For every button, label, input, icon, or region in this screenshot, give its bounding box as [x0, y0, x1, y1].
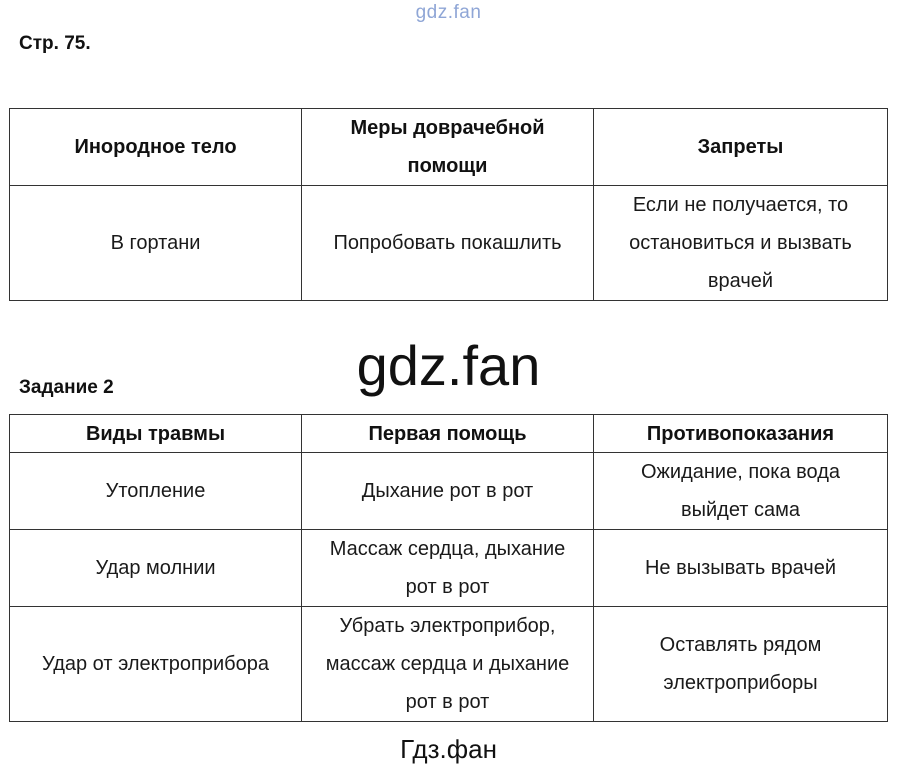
table-cell: Массаж сердца, дыхание рот в рот: [302, 530, 594, 607]
page-heading: Стр. 75.: [19, 33, 91, 54]
table-cell: Утопление: [10, 453, 302, 530]
table-row: [10, 186, 888, 301]
table-cell: Не вызывать врачей: [594, 530, 888, 607]
table-cell: Убрать электроприбор, массаж сердца и дыхание рот в рот: [302, 607, 594, 722]
table-header-row: [10, 415, 888, 453]
table-header-row: [10, 109, 888, 186]
table-cell: Ожидание, пока вода выйдет сама: [594, 453, 888, 530]
header-injury-types: Виды травмы: [10, 415, 302, 453]
watermark-center: gdz.fan: [356, 334, 541, 397]
table-row: [10, 607, 888, 722]
table-cell: Если не получается, то остановиться и вызвать врачей: [594, 186, 888, 301]
watermark-bottom: Гдз.фан: [400, 734, 497, 764]
table-row: [10, 530, 888, 607]
table-cell: Удар молнии: [10, 530, 302, 607]
header-first-aid-measures: Меры доврачебной помощи: [302, 109, 594, 186]
injury-table: [9, 414, 888, 722]
header-first-aid: Первая помощь: [302, 415, 594, 453]
table-cell: Оставлять рядом электроприборы: [594, 607, 888, 722]
table-cell: В гортани: [10, 186, 302, 301]
table-row: [10, 453, 888, 530]
table-cell: Дыхание рот в рот: [302, 453, 594, 530]
table-cell: Удар от электроприбора: [10, 607, 302, 722]
table-cell: Попробовать покашлить: [302, 186, 594, 301]
header-contraindications: Противопоказания: [594, 415, 888, 453]
header-prohibitions: Запреты: [594, 109, 888, 186]
watermark-top: gdz.fan: [415, 2, 482, 23]
foreign-body-table: [9, 108, 888, 301]
task-heading: Задание 2: [19, 377, 114, 398]
header-foreign-body: Инородное тело: [10, 109, 302, 186]
